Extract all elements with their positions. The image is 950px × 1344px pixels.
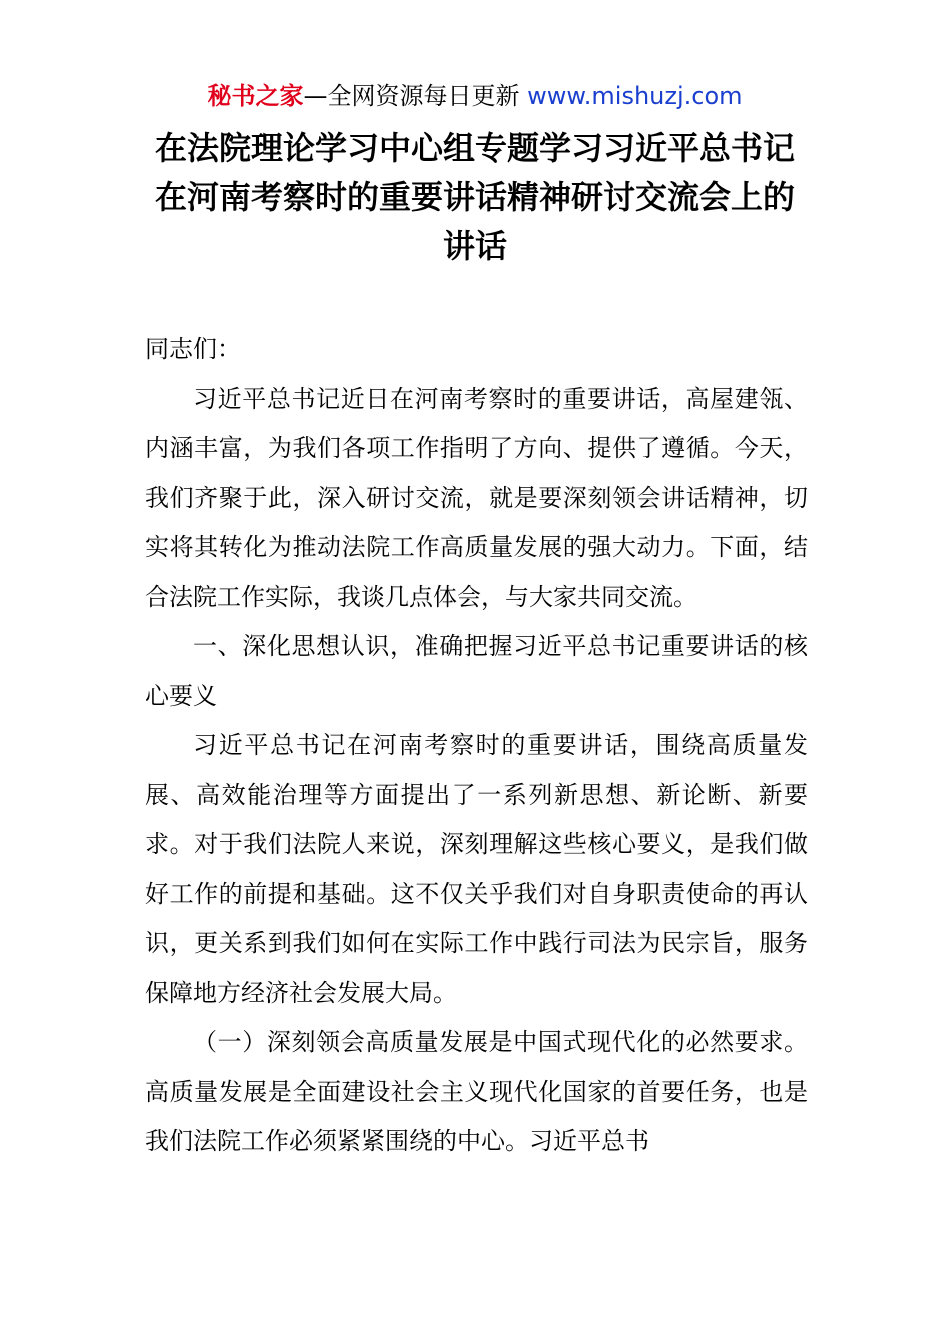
header-tagline: —全网资源每日更新 — [303, 82, 520, 110]
paragraph-subsection-1: （一）深刻领会高质量发展是中国式现代化的必然要求。高质量发展是全面建设社会主义现代化国家的首要任务，也是我们法院工作必须紧紧围绕的中心。习近平总书 — [145, 1028, 808, 1155]
salutation: 同志们： — [145, 335, 241, 363]
site-url-link[interactable]: www.mishuzj.com — [527, 82, 743, 110]
title-line-3: 讲话 — [442, 227, 507, 265]
document-title — [120, 124, 830, 271]
title-line-1: 在法院理论学习中心组专题学习习近平总书记 — [154, 129, 795, 167]
brand-name: 秘书之家 — [207, 82, 304, 110]
section-heading-1: 一、深化思想认识，准确把握习近平总书记重要讲话的核心要义 — [145, 632, 808, 710]
site-header — [0, 80, 950, 112]
document-body — [145, 325, 808, 1167]
title-line-2: 在河南考察时的重要讲话精神研讨交流会上的 — [154, 178, 795, 216]
paragraph-core-meaning: 习近平总书记在河南考察时的重要讲话，围绕高质量发展、高效能治理等方面提出了一系列新思想、新论断、新要求。对于我们法院人来说，深刻理解这些核心要义，是我们做好工作的前提和基础。这不仅关乎我们对自身职责使命的再认识，更关系到我们如何在实际工作中践行司法为民宗旨，服务保障地方经济社会发展大局。 — [145, 731, 808, 1007]
paragraph-intro: 习近平总书记近日在河南考察时的重要讲话，高屋建瓴、内涵丰富，为我们各项工作指明了方向、提供了遵循。今天，我们齐聚于此，深入研讨交流，就是要深刻领会讲话精神，切实将其转化为推动法院工作高质量发展的强大动力。下面，结合法院工作实际，我谈几点体会，与大家共同交流。 — [145, 384, 808, 611]
